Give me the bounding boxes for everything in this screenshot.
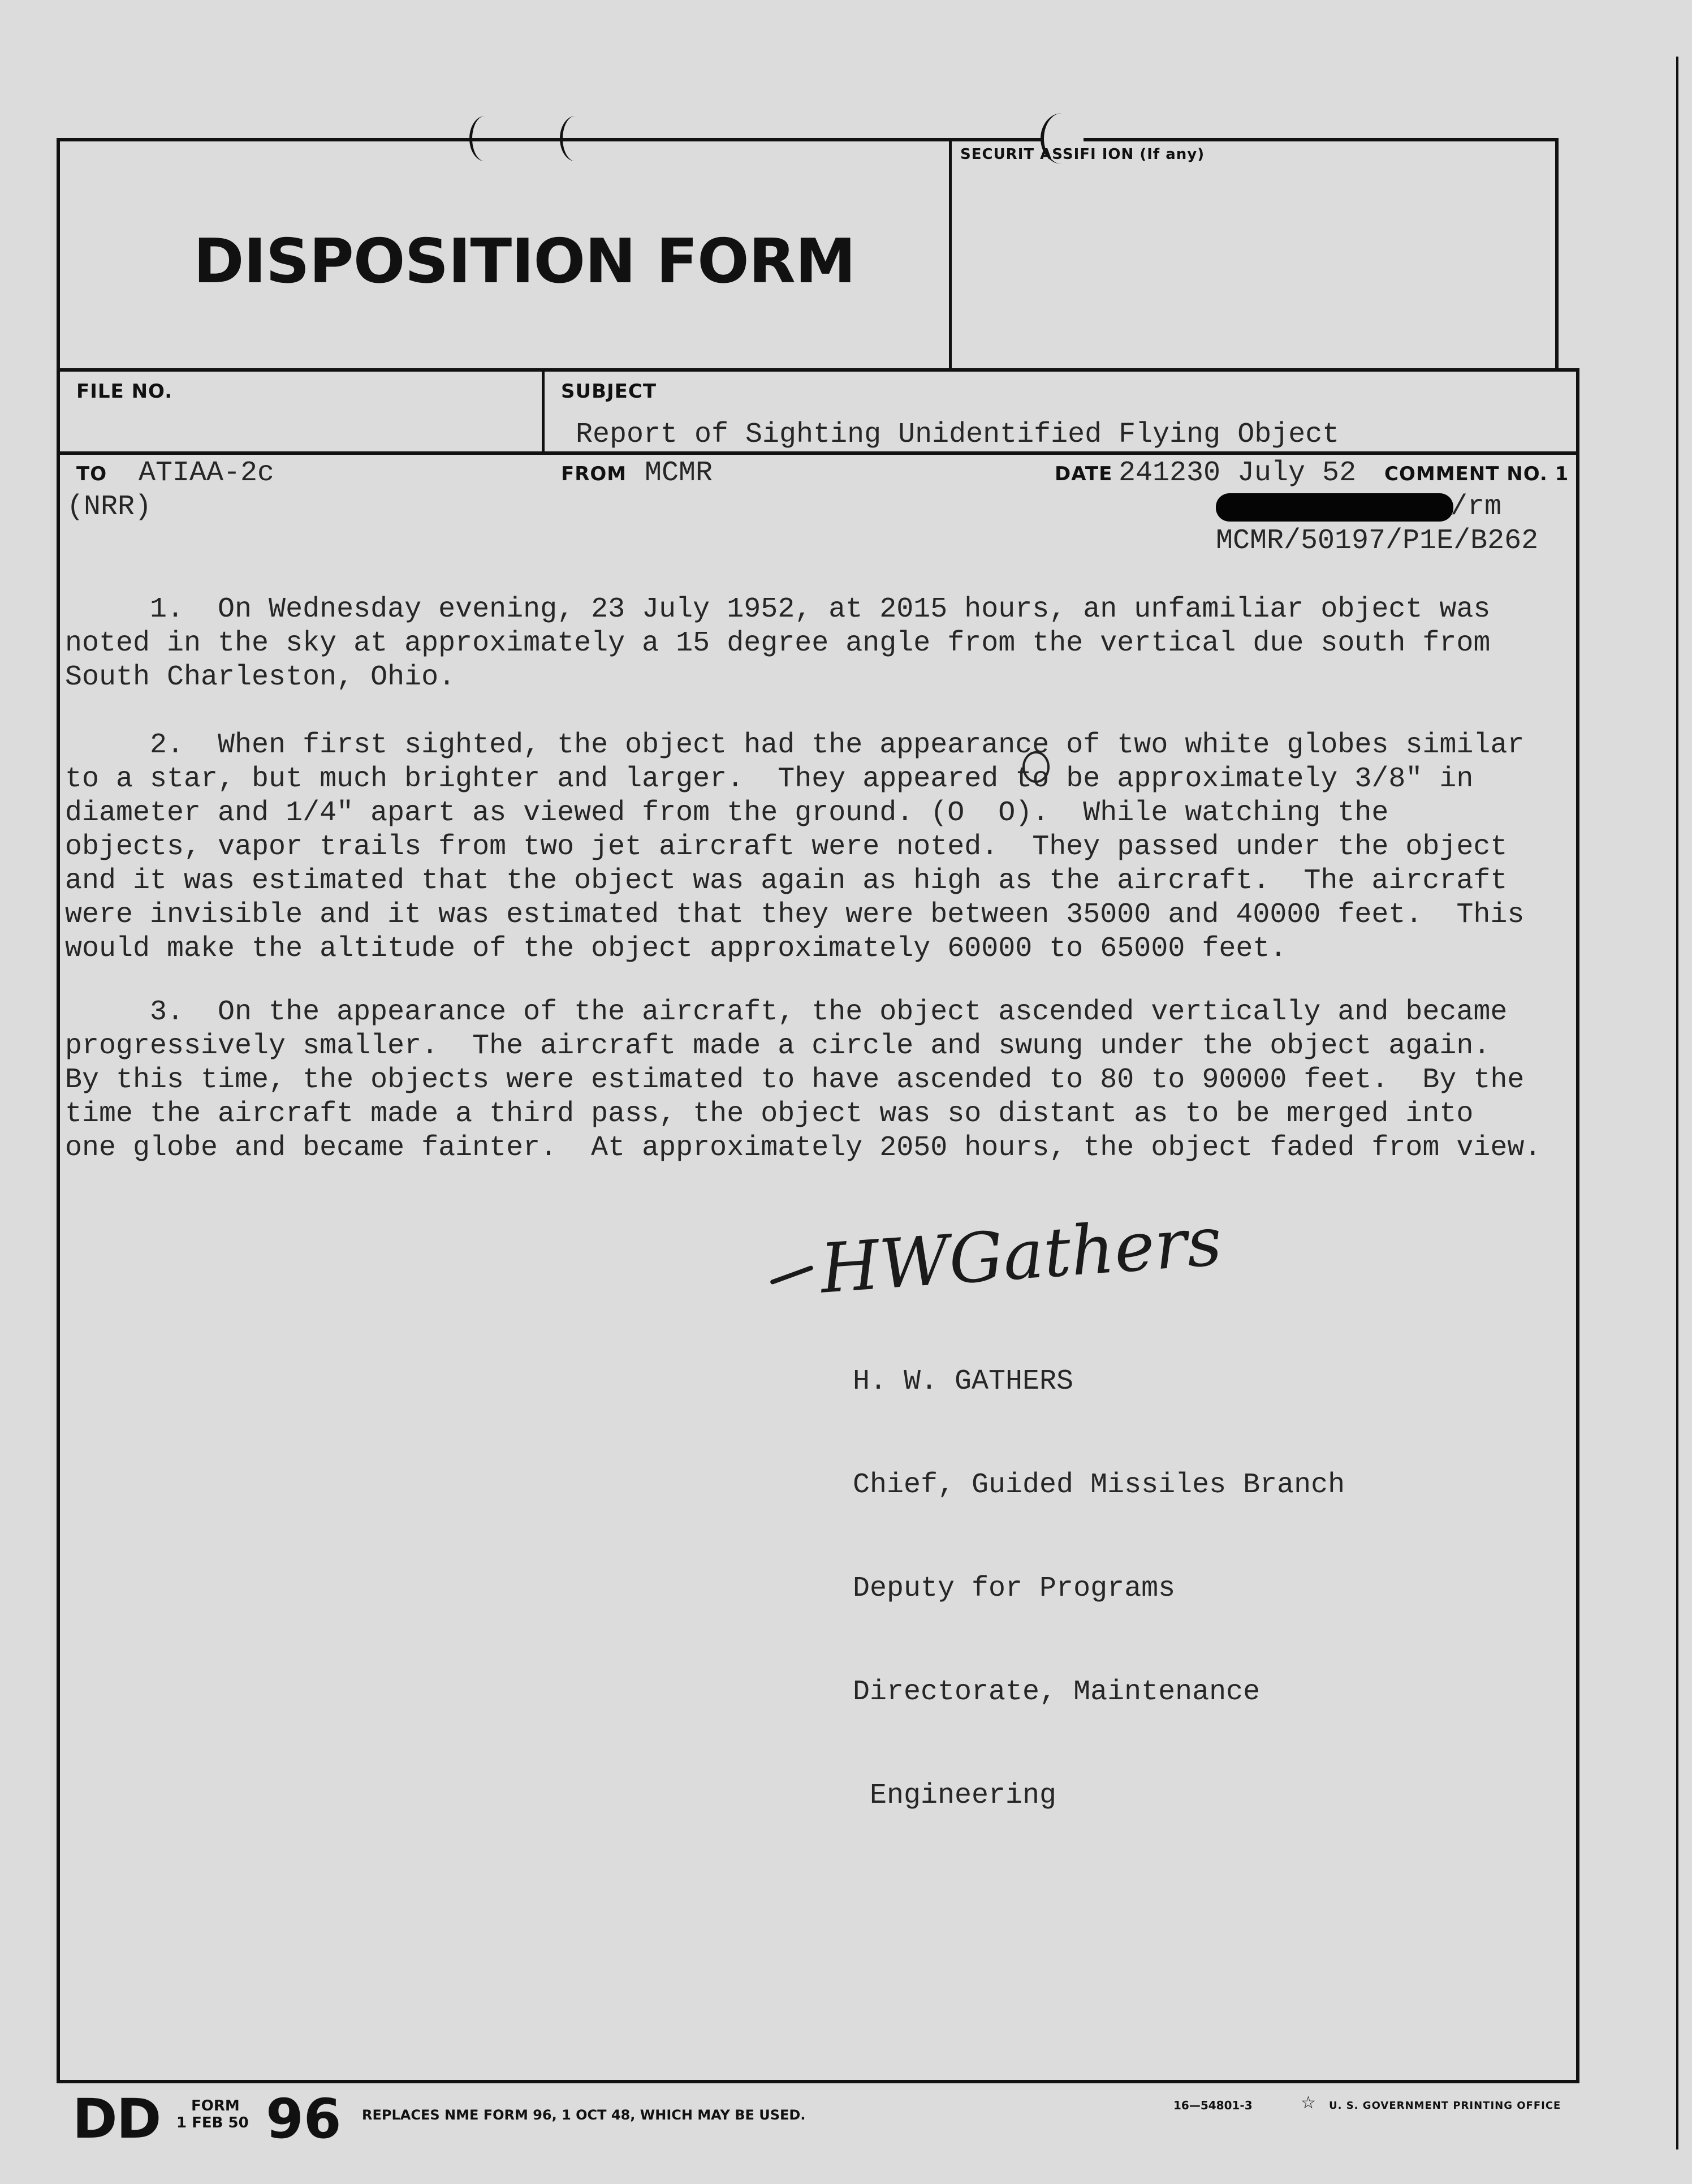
form-number: 96 (266, 2087, 342, 2151)
redaction-bar (1216, 493, 1453, 522)
signature-flourish (770, 1265, 814, 1285)
subject-row-divider (57, 451, 1579, 455)
paragraph-2-line-6: were invisible and it was estimated that they were between 35000 and 40000 feet. This (65, 899, 1525, 931)
paragraph-2-line-1: 2. When first sighted, the object had the appearance of two white globes similar (65, 729, 1525, 761)
signatory-title-2: Deputy for Programs (853, 1573, 1176, 1605)
paragraph-2 (65, 729, 1581, 966)
paragraph-3-line-5: one globe and became fainter. At approximately 2050 hours, the object faded from view. (65, 1132, 1542, 1164)
form-label: FORM (191, 2097, 240, 2114)
paragraph-1-line-1: 1. On Wednesday evening, 23 July 1952, at 2015 hours, an unfamiliar object was (65, 593, 1491, 626)
form-left-border (57, 138, 60, 2082)
subject-value: Report of Sighting Unidentified Flying Object (576, 419, 1340, 451)
reference-number: MCMR/50197/P1E/B262 (1216, 525, 1539, 557)
date-value: 241230 July 52 (1119, 457, 1357, 489)
hole-punch-mark-1 (469, 116, 500, 161)
to-value: ATIAA-2c (139, 457, 275, 489)
paragraph-2-line-4: objects, vapor trails from two jet aircraft were noted. They passed under the object (65, 831, 1508, 863)
form-top-border (57, 138, 1558, 141)
signatory-title-4: Engineering (853, 1780, 1057, 1812)
printing-office: U. S. GOVERNMENT PRINTING OFFICE (1329, 2100, 1561, 2112)
signatory-title-1: Chief, Guided Missiles Branch (853, 1469, 1345, 1501)
from-label: FROM (561, 463, 627, 485)
form-date: 1 FEB 50 (176, 2114, 249, 2131)
scan-edge-line (1676, 57, 1678, 2149)
comment-number-label: COMMENT NO. 1 (1384, 463, 1569, 485)
paragraph-3-line-3: By this time, the objects were estimated to have ascended to 80 to 90000 feet. By the (65, 1064, 1525, 1096)
security-box-divider (949, 138, 952, 370)
signatory-name: H. W. GATHERS (853, 1365, 1074, 1398)
paragraph-3-line-2: progressively smaller. The aircraft made a circle and swung under the object again. (65, 1030, 1491, 1062)
form-bottom-border (57, 2080, 1579, 2083)
paragraph-2-line-2: to a star, but much brighter and larger. They appeared to be approximately 3/8" in (65, 763, 1474, 795)
to-label: TO (76, 463, 107, 485)
print-code: 16—54801-3 (1173, 2099, 1253, 2112)
file-subject-divider (542, 368, 545, 453)
replaces-notice: REPLACES NME FORM 96, 1 OCT 48, WHICH MAY BE USED. (362, 2107, 806, 2123)
handwritten-signature: HWGathers (818, 1202, 1224, 1309)
paragraph-1 (65, 593, 1581, 695)
paragraph-2-line-7: would make the altitude of the object approximately 60000 to 65000 feet. (65, 933, 1287, 965)
typist-initials: /rm (1451, 491, 1502, 523)
form-title: DISPOSITION FORM (193, 226, 856, 297)
signatory-block (853, 1295, 1345, 1847)
security-classification-label: SECURIT ASSIFI ION (If any) (960, 146, 1205, 163)
paragraph-2-line-3: diameter and 1/4" apart as viewed from the ground. (O O). While watching the (65, 797, 1389, 829)
date-label: DATE (1055, 463, 1113, 485)
signatory-title-3: Directorate, Maintenance (853, 1676, 1261, 1708)
star-icon: ☆ (1301, 2093, 1316, 2113)
subject-label: SUBJECT (561, 380, 657, 403)
paragraph-3 (65, 996, 1581, 1165)
hole-punch-mark-2 (560, 116, 591, 161)
handwritten-correction-mark (1022, 751, 1050, 783)
file-no-label: FILE NO. (76, 380, 173, 403)
paragraph-1-line-2: noted in the sky at approximately a 15 degree angle from the vertical due south from (65, 627, 1491, 660)
paragraph-3-line-4: time the aircraft made a third pass, the object was so distant as to be merged into (65, 1098, 1474, 1130)
form-dd-mark: DD (72, 2087, 161, 2151)
header-row-divider (57, 368, 1579, 372)
to-value-secondary: (NRR) (67, 491, 152, 523)
from-value: MCMR (645, 457, 713, 489)
form-right-border (1555, 138, 1559, 370)
paragraph-3-line-1: 3. On the appearance of the aircraft, the object ascended vertically and became (65, 996, 1508, 1028)
paragraph-1-line-3: South Charleston, Ohio. (65, 661, 456, 693)
paragraph-2-line-5: and it was estimated that the object was again as high as the aircraft. The aircraft (65, 865, 1508, 897)
